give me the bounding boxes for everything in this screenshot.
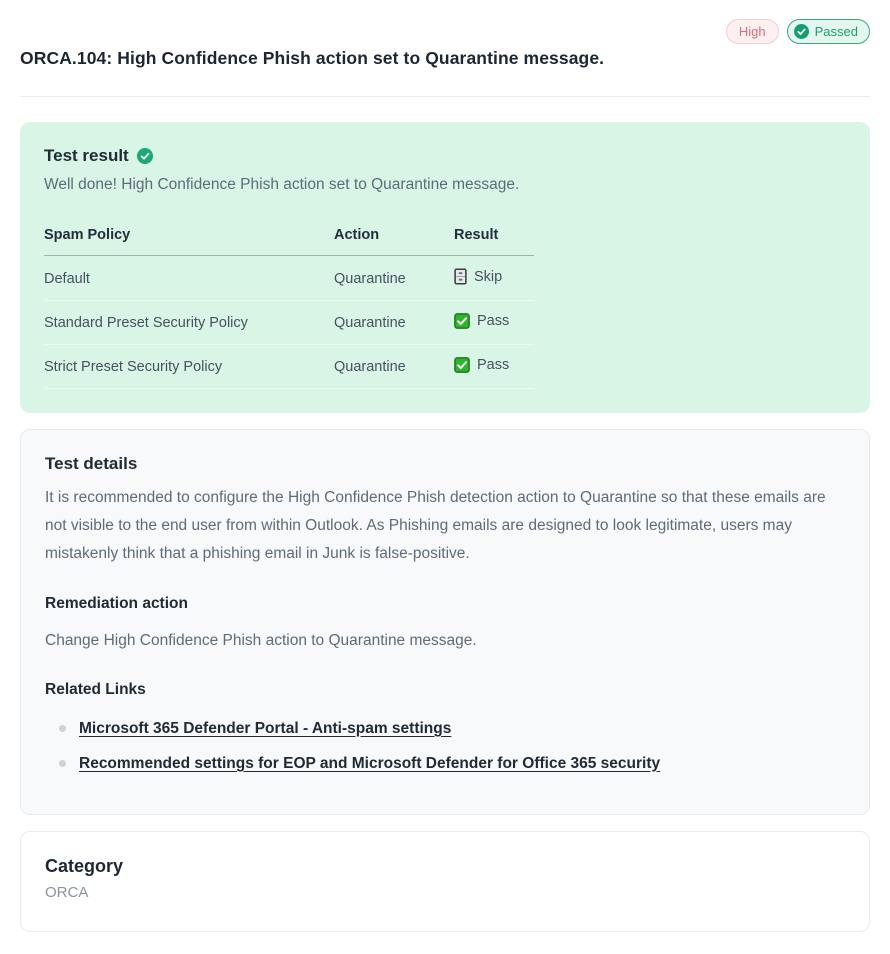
test-result-message: Well done! High Confidence Phish action set to Quarantine message. <box>44 176 520 193</box>
bullet-icon <box>59 760 66 767</box>
column-header-action: Action <box>334 221 454 256</box>
policy-cell: Strict Preset Security Policy <box>44 345 334 389</box>
page-title: ORCA.104: High Confidence Phish action set to Quarantine message. <box>20 48 605 68</box>
badge-row <box>20 0 870 44</box>
remediation-heading: Remediation action <box>45 594 188 612</box>
policy-cell: Default <box>44 256 334 301</box>
pass-checkbox-icon <box>454 313 470 329</box>
table-header-row <box>44 221 534 256</box>
test-result-heading-label: Test result <box>44 146 129 165</box>
result-cell <box>454 256 534 301</box>
action-cell: Quarantine <box>334 301 454 345</box>
list-item <box>59 755 845 773</box>
recommended-settings-link[interactable]: Recommended settings for EOP and Microsoft Defender for Office 365 security <box>79 754 661 772</box>
result-label: Pass <box>477 313 510 329</box>
table-row <box>44 345 534 389</box>
table-row <box>44 301 534 345</box>
remediation-text: Change High Confidence Phish action to Quarantine message. <box>45 631 477 649</box>
pass-checkbox-icon <box>454 357 470 373</box>
action-cell: Quarantine <box>334 256 454 301</box>
test-details-card <box>20 429 870 815</box>
test-details-heading: Test details <box>45 454 138 473</box>
result-cell <box>454 301 534 345</box>
severity-badge-label: High <box>738 24 766 39</box>
status-badge <box>787 19 870 44</box>
policy-cell: Standard Preset Security Policy <box>44 301 334 345</box>
file-cabinet-icon <box>454 268 467 285</box>
result-label: Skip <box>474 268 503 285</box>
related-links-heading: Related Links <box>45 680 146 698</box>
test-details-description: It is recommended to configure the High Confidence Phish detection action to Quarantine so that these emails are not visible to the end user from within Outlook. As Phishing emails are designed to look legitimate, users may mistakenly think that a phishing email in Junk is false-positive. <box>45 489 826 563</box>
action-cell: Quarantine <box>334 345 454 389</box>
check-circle-icon <box>137 148 153 164</box>
column-header-spam-policy: Spam Policy <box>44 221 334 256</box>
list-item <box>59 720 845 738</box>
category-card <box>20 831 870 932</box>
result-cell <box>454 345 534 389</box>
result-label: Pass <box>477 357 510 373</box>
spam-policy-table <box>44 221 534 389</box>
column-header-result: Result <box>454 221 534 256</box>
defender-portal-link[interactable]: Microsoft 365 Defender Portal - Anti-spam settings <box>79 719 452 737</box>
status-badge-label: Passed <box>814 24 858 39</box>
category-value: ORCA <box>45 883 89 901</box>
severity-badge <box>726 19 779 44</box>
header-divider <box>20 96 870 97</box>
test-result-card <box>20 122 870 413</box>
test-result-heading <box>44 146 846 166</box>
table-row <box>44 256 534 301</box>
related-links-list <box>45 718 845 773</box>
bullet-icon <box>59 725 66 732</box>
check-circle-icon <box>794 24 809 39</box>
category-heading: Category <box>45 855 124 876</box>
